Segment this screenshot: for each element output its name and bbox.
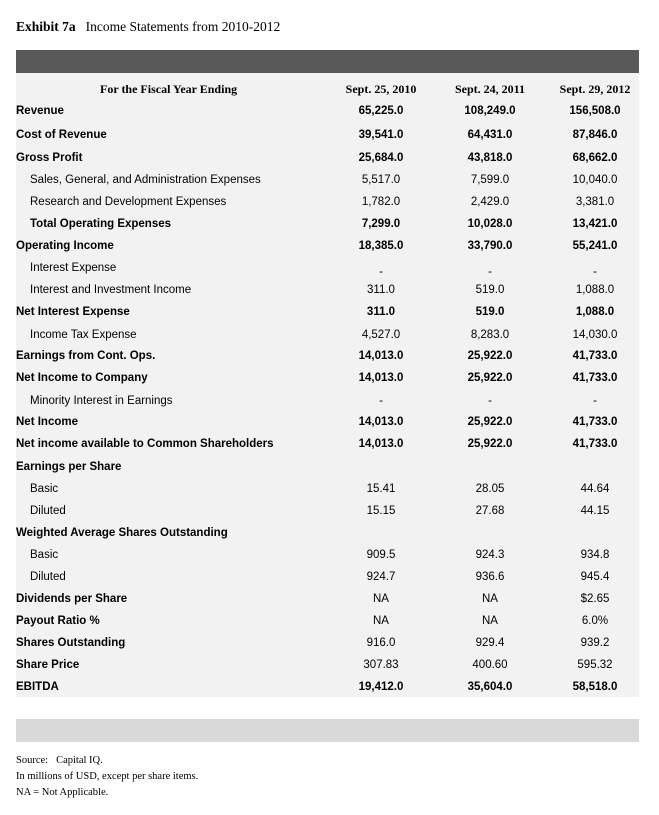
table-row [0, 505, 659, 521]
row-label: Net Income to Company [16, 372, 148, 384]
cell-2010: 19,412.0 [358, 681, 404, 693]
cell-2012: 41,733.0 [572, 372, 618, 384]
row-label: Income Tax Expense [30, 329, 137, 341]
table-row [0, 240, 659, 256]
cell-2011: NA [482, 593, 498, 605]
cell-2010: 14,013.0 [358, 372, 404, 384]
cell-2012: 10,040.0 [572, 174, 618, 186]
row-label: Diluted [30, 505, 66, 517]
cell-2012: - [593, 266, 597, 278]
source-value: Capital IQ. [56, 755, 103, 766]
cell-2011: 936.6 [475, 571, 505, 583]
row-label: Dividends per Share [16, 593, 128, 605]
row-label: Basic [30, 483, 59, 495]
cell-2010: - [379, 395, 383, 407]
cell-2012: 68,662.0 [572, 152, 618, 164]
cell-2010: 311.0 [367, 284, 395, 296]
cell-2011: 924.3 [475, 549, 505, 561]
table-row [0, 461, 659, 477]
cell-2012: 44.15 [580, 505, 610, 517]
cell-2011: 33,790.0 [467, 240, 513, 252]
table-row [0, 681, 659, 697]
cell-2012: 14,030.0 [572, 329, 618, 341]
period-header-2010: Sept. 25, 2010 [345, 82, 417, 96]
table-row [0, 196, 659, 212]
cell-2012: 939.2 [580, 637, 610, 649]
na-note: NA = Not Applicable. [16, 787, 109, 798]
cell-2010: 5,517.0 [361, 174, 401, 186]
row-label: Earnings per Share [16, 461, 122, 473]
row-label: Minority Interest in Earnings [30, 395, 173, 407]
cell-2012: 41,733.0 [572, 350, 618, 362]
cell-2011: 43,818.0 [467, 152, 513, 164]
table-row [0, 262, 659, 278]
period-header-2012: Sept. 29, 2012 [559, 82, 631, 96]
cell-2012: 44.64 [580, 483, 610, 495]
row-label: Interest and Investment Income [30, 284, 192, 296]
cell-2012: 13,421.0 [572, 218, 618, 230]
table-row [0, 218, 659, 234]
exhibit-heading [16, 19, 280, 35]
row-label: Payout Ratio % [16, 615, 100, 627]
cell-2012: 156,508.0 [569, 105, 621, 117]
table-row [0, 395, 659, 411]
row-label: Sales, General, and Administration Expenses [30, 174, 261, 186]
cell-2011: - [488, 266, 492, 278]
table-row [0, 615, 659, 631]
cell-2010: 4,527.0 [361, 329, 401, 341]
cell-2012: 87,846.0 [572, 129, 618, 141]
cell-2010: 7,299.0 [361, 218, 401, 230]
cell-2011: 35,604.0 [467, 681, 513, 693]
cell-2010: 65,225.0 [358, 105, 404, 117]
cell-2011: 10,028.0 [467, 218, 513, 230]
row-label: Net Interest Expense [16, 306, 130, 318]
cell-2010: 14,013.0 [358, 416, 404, 428]
cell-2012: 55,241.0 [572, 240, 618, 252]
row-label: Revenue [16, 105, 64, 117]
cell-2011: 8,283.0 [470, 329, 510, 341]
table-row [0, 593, 659, 609]
cell-2011: 519.0 [475, 306, 505, 318]
table-top-bar [16, 50, 639, 73]
row-label: Research and Development Expenses [30, 196, 227, 208]
cell-2010: 311.0 [366, 306, 396, 318]
exhibit-label: Exhibit 7a [16, 19, 76, 34]
cell-2011: 400.60 [472, 659, 508, 671]
row-header-title: For the Fiscal Year Ending [100, 82, 238, 96]
cell-2011: 25,922.0 [467, 438, 513, 450]
row-label: Interest Expense [30, 262, 117, 274]
row-label: Operating Income [16, 240, 114, 252]
cell-2011: 25,922.0 [467, 416, 513, 428]
cell-2011: 2,429.0 [470, 196, 510, 208]
table-bottom-bar [16, 719, 639, 742]
row-label: Earnings from Cont. Ops. [16, 350, 156, 362]
cell-2011: 64,431.0 [467, 129, 513, 141]
cell-2011: 7,599.0 [470, 174, 510, 186]
cell-2010: 916.0 [366, 637, 396, 649]
row-label: Cost of Revenue [16, 129, 107, 141]
cell-2010: 307.83 [363, 659, 399, 671]
footnotes [16, 753, 198, 801]
table-row [0, 105, 659, 121]
cell-2011: NA [482, 615, 498, 627]
row-label: Share Price [16, 659, 80, 671]
source-label: Source: [16, 755, 49, 766]
cell-2012: $2.65 [580, 593, 610, 605]
row-label: Gross Profit [16, 152, 83, 164]
cell-2010: 909.5 [366, 549, 396, 561]
table-row [0, 129, 659, 145]
cell-2010: 924.7 [366, 571, 396, 583]
cell-2011: 25,922.0 [467, 350, 513, 362]
table-row [0, 284, 659, 300]
row-label: Net Income [16, 416, 78, 428]
cell-2011: 929.4 [475, 637, 505, 649]
cell-2012: 1,088.0 [575, 306, 615, 318]
table-row [0, 637, 659, 653]
cell-2012: 945.4 [580, 571, 610, 583]
row-label: EBITDA [16, 681, 59, 693]
cell-2012: 58,518.0 [572, 681, 618, 693]
cell-2010: 14,013.0 [358, 438, 404, 450]
cell-2010: 15.15 [366, 505, 396, 517]
table-row [0, 329, 659, 345]
cell-2012: 6.0% [581, 615, 609, 627]
cell-2010: 14,013.0 [358, 350, 404, 362]
table-row [0, 549, 659, 565]
exhibit-title: Income Statements from 2010-2012 [85, 19, 281, 34]
table-row [0, 527, 659, 543]
cell-2012: 3,381.0 [575, 196, 615, 208]
row-label: Shares Outstanding [16, 637, 126, 649]
table-row [0, 659, 659, 675]
table-row [0, 571, 659, 587]
row-label: Basic [30, 549, 59, 561]
row-label: Diluted [30, 571, 66, 583]
table-row [0, 372, 659, 388]
cell-2011: 25,922.0 [467, 372, 513, 384]
table-row [0, 416, 659, 432]
cell-2011: 27.68 [475, 505, 505, 517]
cell-2010: 25,684.0 [358, 152, 404, 164]
row-label: Weighted Average Shares Outstanding [16, 527, 228, 539]
cell-2012: 595.32 [577, 659, 613, 671]
cell-2012: 41,733.0 [572, 438, 618, 450]
cell-2010: 18,385.0 [358, 240, 404, 252]
table-row [0, 350, 659, 366]
cell-2010: - [379, 266, 383, 278]
source-note [16, 753, 198, 769]
table-row [0, 483, 659, 499]
cell-2012: 1,088.0 [575, 284, 615, 296]
row-label: Net income available to Common Shareholders [16, 438, 274, 450]
cell-2011: 108,249.0 [464, 105, 516, 117]
table-row [0, 438, 659, 454]
cell-2010: NA [373, 593, 389, 605]
table-row [0, 306, 659, 322]
units-note: In millions of USD, except per share items. [16, 771, 199, 782]
cell-2011: 28.05 [475, 483, 505, 495]
cell-2012: 934.8 [580, 549, 610, 561]
cell-2012: 41,733.0 [572, 416, 618, 428]
table-row [0, 152, 659, 168]
cell-2010: NA [373, 615, 389, 627]
period-header-2011: Sept. 24, 2011 [454, 82, 525, 96]
cell-2010: 39,541.0 [358, 129, 404, 141]
table-row [0, 174, 659, 190]
cell-2010: 1,782.0 [361, 196, 401, 208]
cell-2011: - [488, 395, 492, 407]
cell-2010: 15.41 [366, 483, 396, 495]
cell-2011: 519.0 [475, 284, 505, 296]
row-label: Total Operating Expenses [30, 218, 172, 230]
cell-2012: - [593, 395, 597, 407]
